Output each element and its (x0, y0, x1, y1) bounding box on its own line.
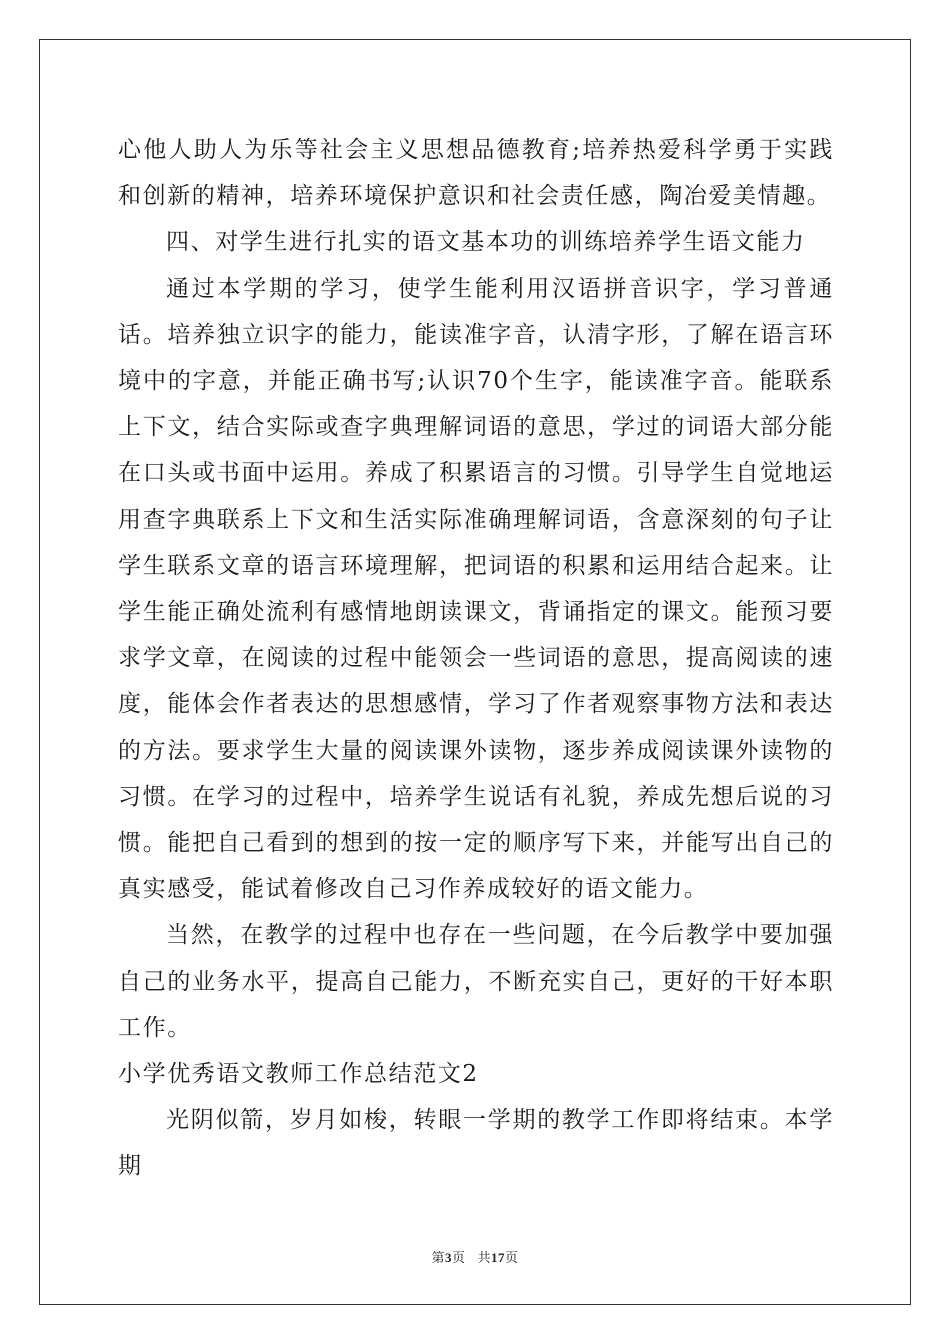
article-title-2: 小学优秀语文教师工作总结范文2 (118, 1061, 479, 1088)
section-heading-4: 四、对学生进行扎实的语文基本功的训练培养学生语文能力 (166, 229, 806, 256)
paragraph-4: 当然，在教学的过程中也存在一些问题，在今后教学中要加强自己的业务水平，提高自己能力，不断充实自己，更好的干好本职工作。 (118, 922, 834, 1041)
paragraph-3: 通过本学期的学习，使学生能利用汉语拼音识字，学习普通话。培养独立识字的能力，能读准字音，认清字形，了解在语言环境中的字意，并能正确书写;认识70个生字，能读准字音。能联系上下文，结合实际或查字典理解词语的意思，学过的词语大部分能在口头或书面中运用。养成了积累语言的习惯。引导学生自觉地运用查字典联系上下文和生活实际准确理解词语，含意深刻的句子让学生联系文章的语言环境理解，把词语的积累和运用结合起来。让学生能正确处流利有感情地朗读课文，背诵指定的课文。能预习要求学文章，在阅读的过程中能领会一些词语的意思，提高阅读的速度，能体会作者表达的思想感情，学习了作者观察事物方法和表达的方法。要求学生大量的阅读课外读物，逐步养成阅读课外读物的习惯。在学习的过程中，培养学生说话有礼貌，养成先想后说的习惯。能把自己看到的想到的按一定的顺序写下来，并能写出自己的真实感受，能试着修改自己习作养成较好的语文能力。 (118, 275, 834, 903)
paragraph-1: 心他人助人为乐等社会主义思想品德教育;培养热爱科学勇于实践和创新的精神，培养环境保护意识和社会责任感，陶冶爱美情趣。 (118, 137, 834, 210)
page-footer (0, 1247, 950, 1266)
document-body (118, 127, 834, 1190)
page-number: 3 (444, 1250, 452, 1265)
page-prefix: 第 (431, 1250, 445, 1265)
paragraph-6: 光阴似箭，岁月如梭，转眼一学期的教学工作即将结束。本学期 (118, 1107, 834, 1180)
total-suffix: 页 (505, 1250, 519, 1265)
page-suffix: 页 (451, 1250, 466, 1265)
total-prefix: 共 (477, 1250, 492, 1265)
total-pages: 17 (491, 1250, 506, 1265)
